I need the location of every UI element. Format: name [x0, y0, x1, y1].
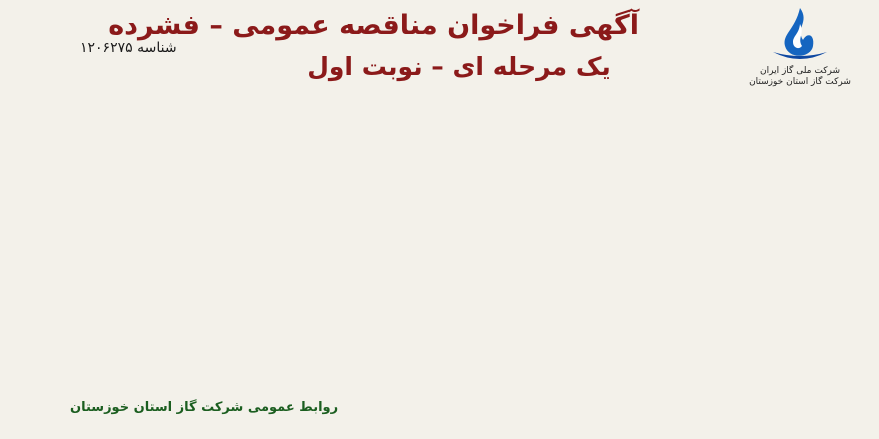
footer-signature: روابط عمومی شرکت گاز استان خوزستان	[70, 400, 339, 415]
company-logo	[735, 4, 865, 104]
logo-caption-2: شرکت گاز استان خوزستان	[749, 77, 851, 87]
logo-caption-1: شرکت ملی گاز ایران	[760, 66, 840, 76]
notice-title: آگهی فراخوان مناقصه عمومی – فشرده	[108, 10, 639, 41]
body-left-column	[12, 96, 427, 396]
gas-flame-logo-icon	[765, 4, 835, 66]
notice-id: شناسه ۱۲۰۶۲۷۵	[80, 40, 177, 56]
body-right-column	[439, 108, 867, 428]
notice-subtitle: یک مرحله ای – نوبت اول	[307, 52, 611, 81]
